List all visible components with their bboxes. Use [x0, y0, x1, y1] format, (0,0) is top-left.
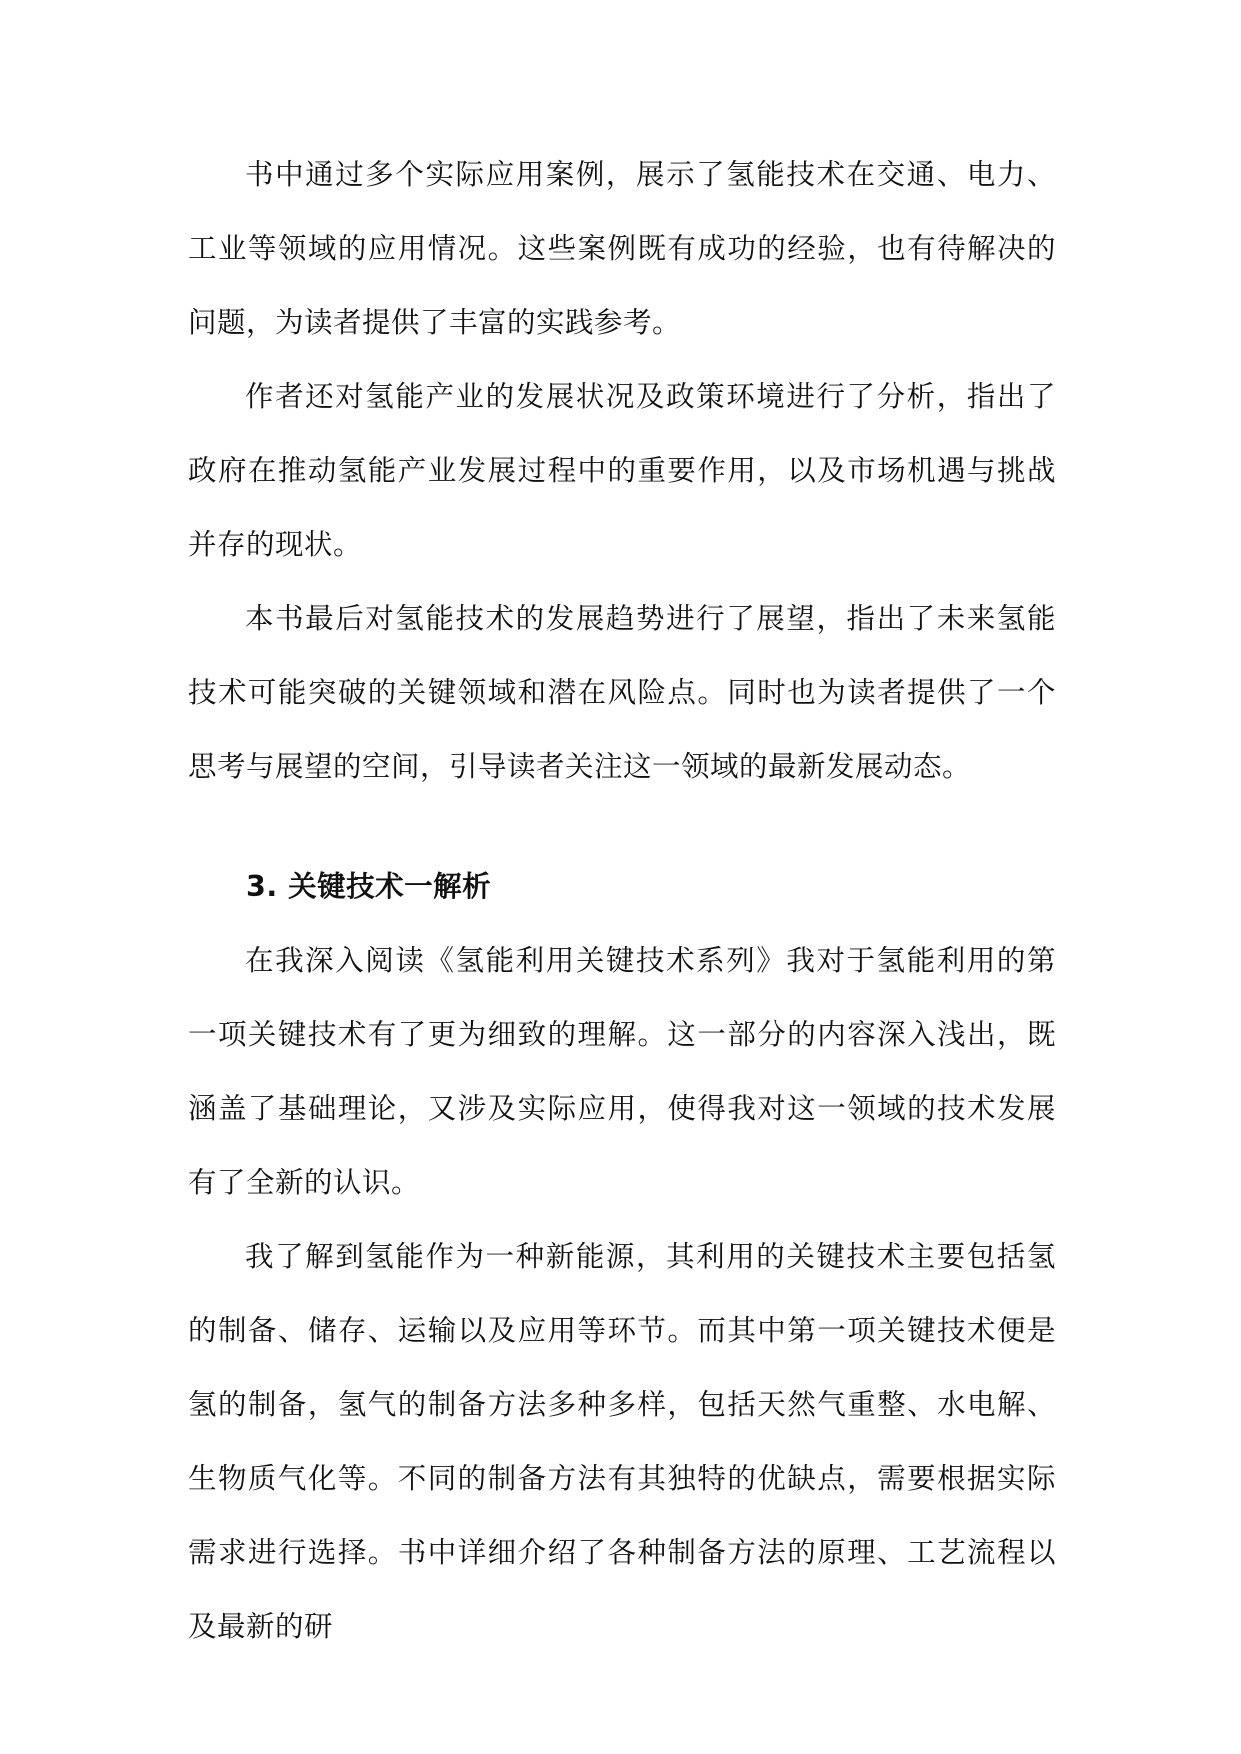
paragraph-industry-policy: 作者还对氢能产业的发展状况及政策环境进行了分析，指出了政府在推动氢能产业发展过程中的重要作用，以及市场机遇与挑战并存的现状。	[188, 380, 1056, 561]
document-body	[188, 138, 1056, 1664]
paragraph-first-key-technology: 在我深入阅读《氢能利用关键技术系列》我对于氢能利用的第一项关键技术有了更为细致的理解。这一部分的内容深入浅出，既涵盖了基础理论，又涉及实际应用，使得我对这一领域的技术发展有了全新的认识。	[188, 944, 1056, 1199]
paragraph-outlook: 本书最后对氢能技术的发展趋势进行了展望，指出了未来氢能技术可能突破的关键领域和潜在风险点。同时也为读者提供了一个思考与展望的空间，引导读者关注这一领域的最新发展动态。	[188, 602, 1056, 783]
paragraph-case-studies: 书中通过多个实际应用案例，展示了氢能技术在交通、电力、工业等领域的应用情况。这些案例既有成功的经验，也有待解决的问题，为读者提供了丰富的实践参考。	[188, 158, 1056, 339]
paragraph-hydrogen-production: 我了解到氢能作为一种新能源，其利用的关键技术主要包括氢的制备、储存、运输以及应用等环节。而其中第一项关键技术便是氢的制备，氢气的制备方法多种多样，包括天然气重整、水电解、生物质气化等。不同的制备方法有其独特的优缺点，需要根据实际需求进行选择。书中详细介绍了各种制备方法的原理、工艺流程以及最新的研	[188, 1240, 1056, 1643]
section-heading: 3. 关键技术一解析	[246, 870, 492, 903]
